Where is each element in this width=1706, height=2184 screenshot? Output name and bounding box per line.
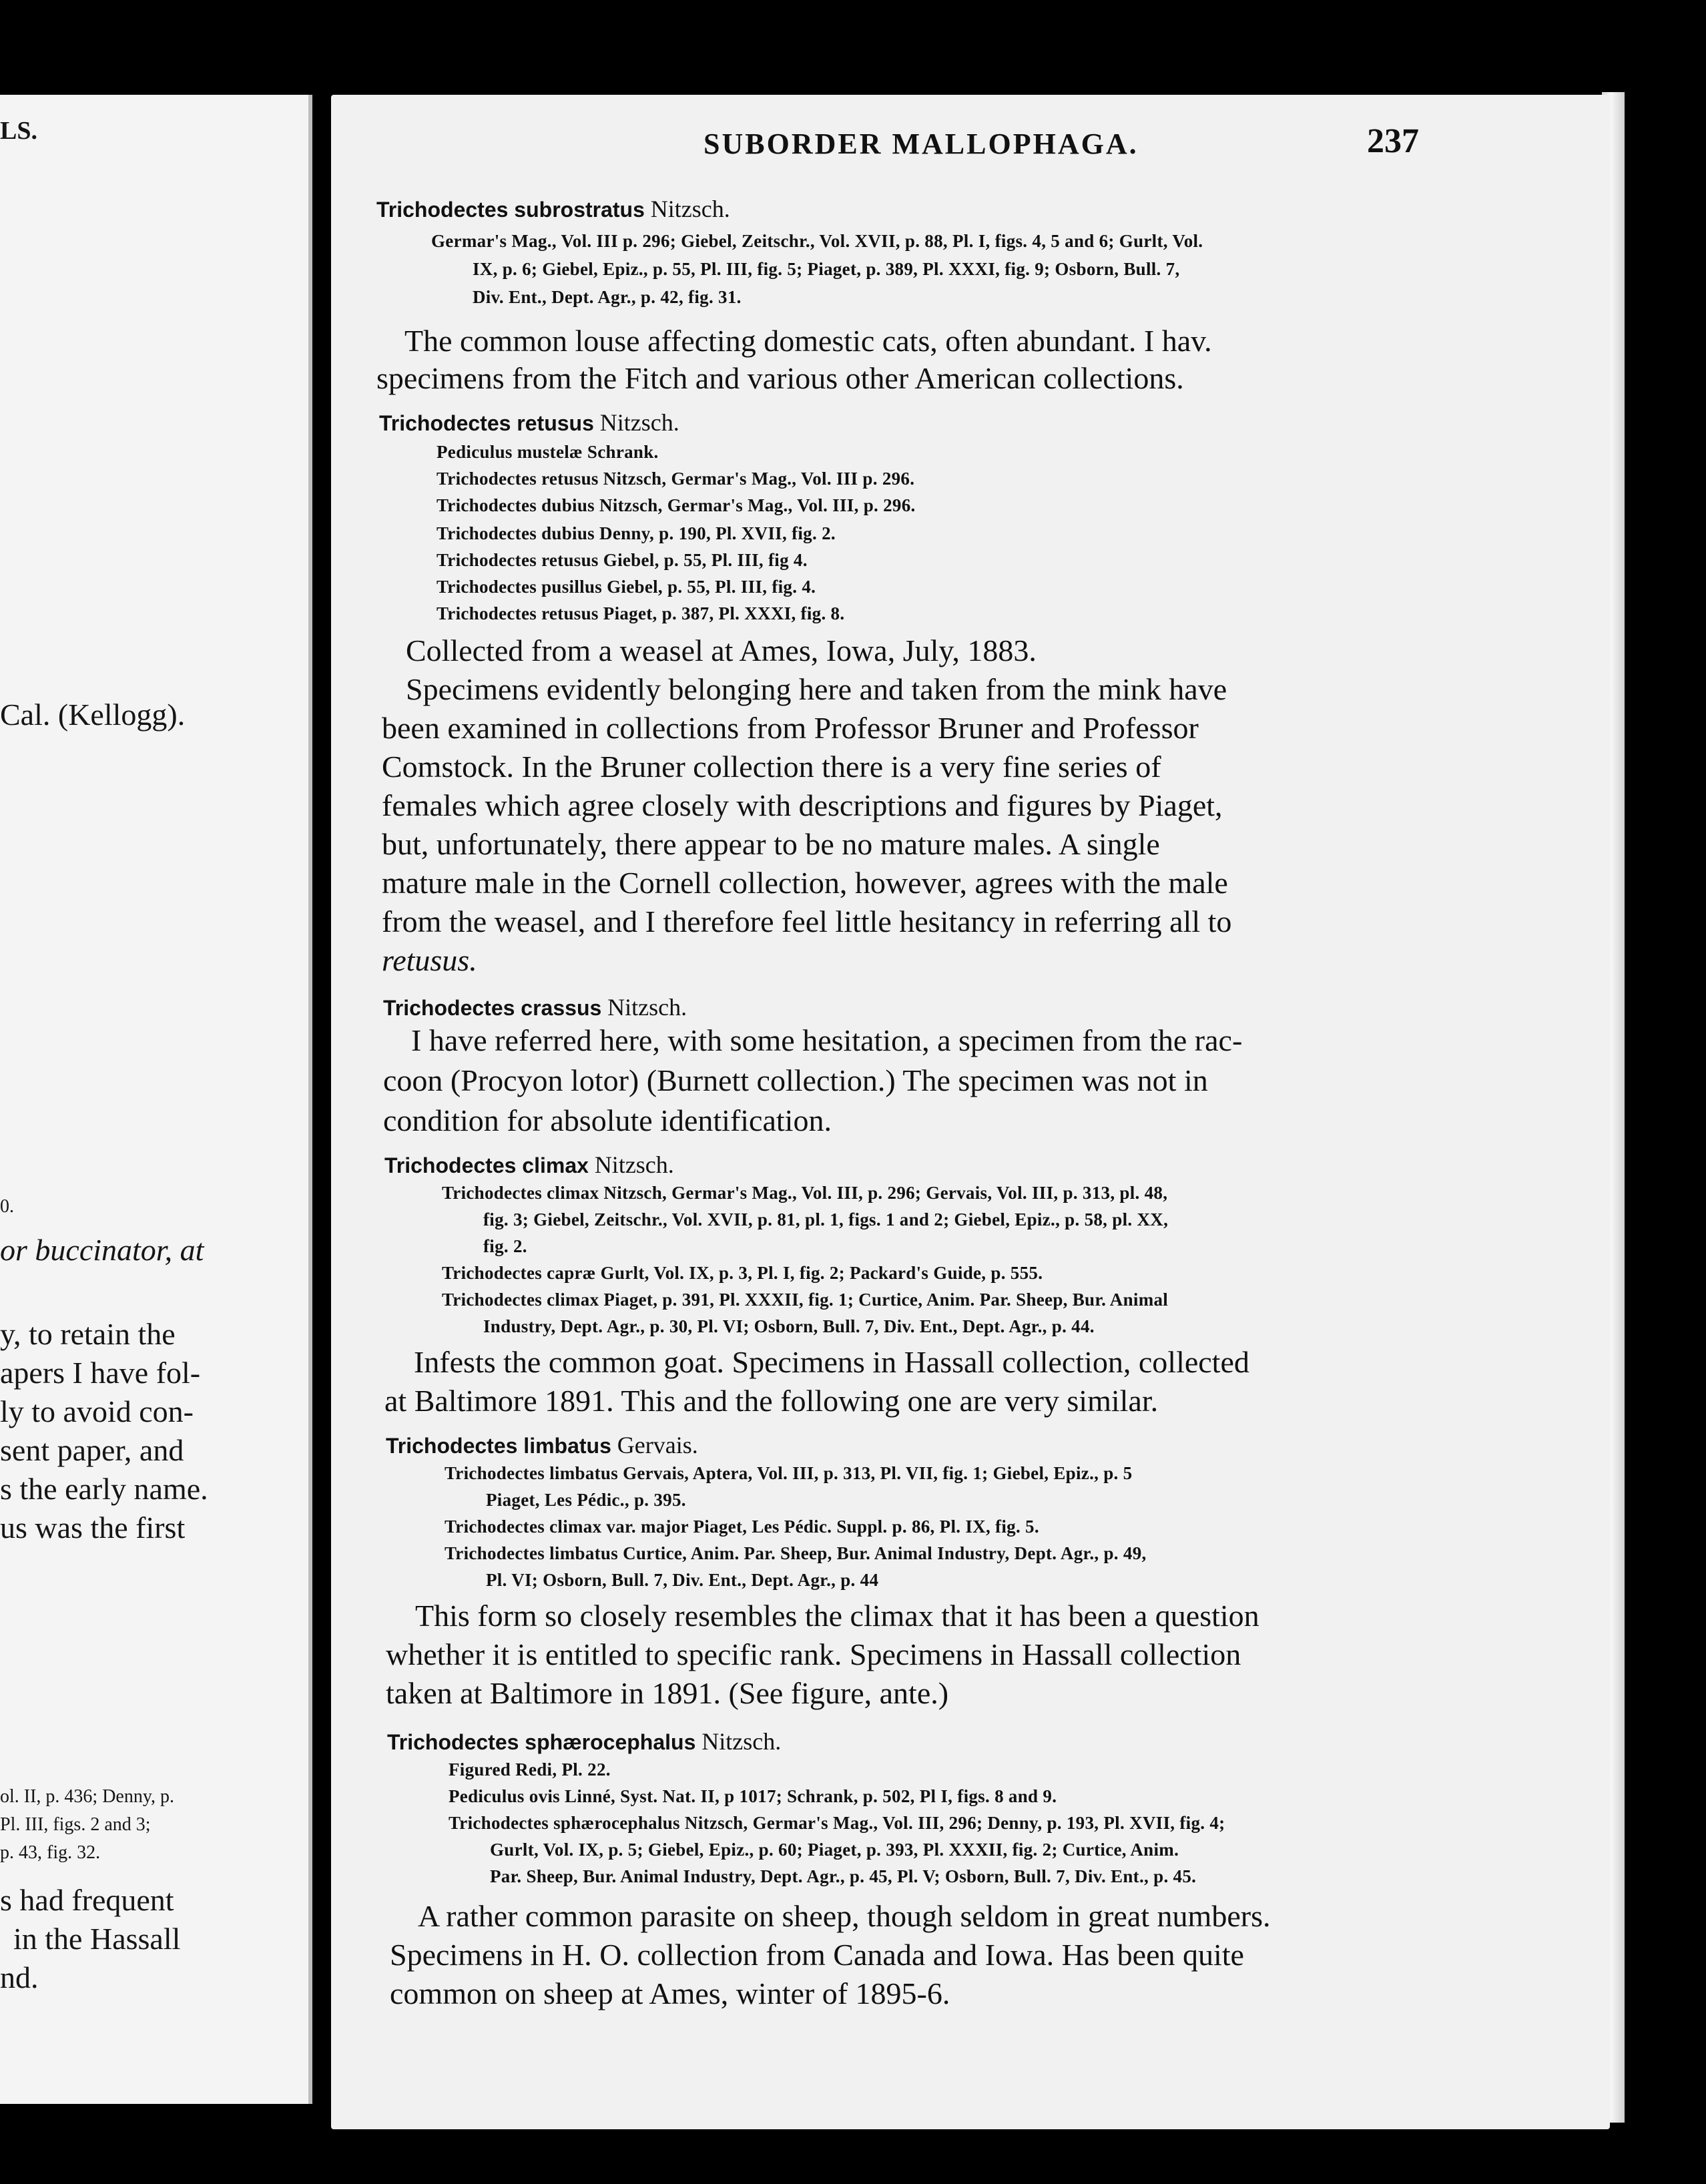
synonymy-line: Gurlt, Vol. IX, p. 5; Giebel, Epiz., p. 60; Piaget, p. 393, Pl. XXXII, fig. 2; Curtice, Anim. (490, 1840, 1179, 1860)
synonymy-line: Trichodectes pusillus Giebel, p. 55, Pl. III, fig. 4. (437, 577, 816, 597)
left-page-line: us was the first (0, 1511, 186, 1545)
body-text-line: Infests the common goat. Specimens in Hassall collection, collected (414, 1345, 1249, 1379)
body-text-line: Specimens in H. O. collection from Canada and Iowa. Has been quite (390, 1938, 1244, 1972)
body-text-line: taken at Baltimore in 1891. (See figure, ante.) (386, 1676, 949, 1710)
body-text-line: coon (Procyon lotor) (Burnett collection.) The specimen was not in (383, 1063, 1208, 1097)
left-page-line: y, to retain the (0, 1317, 176, 1351)
synonymy-line: Pediculus ovis Linné, Syst. Nat. II, p 1017; Schrank, p. 502, Pl I, figs. 8 and 9. (449, 1786, 1057, 1806)
left-page-line: ly to avoid con- (0, 1394, 194, 1428)
species-name: Trichodectes climax (384, 1153, 595, 1177)
body-text-line: but, unfortunately, there appear to be no mature males. A single (382, 827, 1160, 861)
synonymy-line: Figured Redi, Pl. 22. (449, 1759, 611, 1780)
left-page-line: nd. (0, 1960, 39, 1994)
synonymy-line: Pl. VI; Osborn, Bull. 7, Div. Ent., Dept. Agr., p. 44 (486, 1570, 879, 1590)
synonymy-line: Trichodectes sphærocephalus Nitzsch, Germar's Mag., Vol. III, 296; Denny, p. 193, Pl. XVII, fig. 4; (449, 1813, 1225, 1833)
synonymy-line: Trichodectes retusus Piaget, p. 387, Pl. XXXI, fig. 8. (437, 603, 845, 623)
species-name: Trichodectes limbatus (386, 1434, 617, 1458)
body-text-line: from the weasel, and I therefore feel little hesitancy in referring all to (382, 904, 1232, 938)
synonymy-line: Trichodectes retusus Giebel, p. 55, Pl. III, fig 4. (437, 550, 808, 570)
left-page-line: in the Hassall (13, 1922, 181, 1956)
synonymy-line: Trichodectes retusus Nitzsch, Germar's Mag., Vol. III p. 296. (437, 469, 915, 489)
species-author: Nitzsch. (607, 994, 687, 1021)
body-text-line: I have referred here, with some hesitation, a specimen from the rac- (411, 1023, 1243, 1057)
species-heading (376, 195, 730, 223)
synonymy-line: Trichodectes climax var. major Piaget, Les Pédic. Suppl. p. 86, Pl. IX, fig. 5. (445, 1517, 1039, 1537)
right-page (331, 95, 1610, 2129)
left-page-line: 0. (0, 1196, 14, 1217)
species-author: Nitzsch. (594, 1151, 674, 1178)
body-text-line: A rather common parasite on sheep, though seldom in great numbers. (418, 1899, 1271, 1933)
species-author: Nitzsch. (599, 409, 679, 436)
species-name: Trichodectes retusus (379, 411, 600, 435)
synonymy-line: fig. 2. (483, 1236, 527, 1256)
species-author: Gervais. (617, 1432, 698, 1458)
body-text-line: Specimens evidently belonging here and taken from the mink have (406, 672, 1227, 706)
synonymy-line: Industry, Dept. Agr., p. 30, Pl. VI; Osborn, Bull. 7, Div. Ent., Dept. Agr., p. 44. (483, 1316, 1095, 1336)
synonymy-line: Trichodectes dubius Nitzsch, Germar's Mag., Vol. III, p. 296. (437, 495, 916, 515)
species-heading (379, 408, 679, 437)
species-heading (383, 993, 687, 1021)
synonymy-line: Trichodectes dubius Denny, p. 190, Pl. XVII, fig. 2. (437, 523, 836, 543)
species-name: Trichodectes crassus (383, 996, 608, 1020)
species-heading (387, 1727, 781, 1755)
body-text-line: This form so closely resembles the climax that it has been a question (415, 1599, 1259, 1633)
left-page-line: LS. (0, 117, 37, 145)
left-page-line: Pl. III, figs. 2 and 3; (0, 1814, 151, 1835)
running-head: SUBORDER MALLOPHAGA. (703, 127, 1139, 160)
synonymy-line: Trichodectes climax Nitzsch, Germar's Mag., Vol. III, p. 296; Gervais, Vol. III, p. 313, pl. 48, (442, 1183, 1168, 1203)
synonymy-line: fig. 3; Giebel, Zeitschr., Vol. XVII, p. 81, pl. 1, figs. 1 and 2; Giebel, Epiz., p. 58, pl. XX, (483, 1209, 1169, 1230)
synonymy-line: Trichodectes limbatus Gervais, Aptera, Vol. III, p. 313, Pl. VII, fig. 1; Giebel, Epiz., p. 5 (445, 1463, 1133, 1483)
left-page-line: apers I have fol- (0, 1356, 201, 1390)
body-text-line: common on sheep at Ames, winter of 1895-6. (390, 1976, 950, 2010)
left-page-line: s the early name. (0, 1472, 208, 1506)
body-text-line: whether it is entitled to specific rank. Specimens in Hassall collection (386, 1637, 1241, 1671)
synonymy-line: Trichodectes limbatus Curtice, Anim. Par. Sheep, Bur. Animal Industry, Dept. Agr., p. 49, (445, 1543, 1147, 1563)
body-text-line: Comstock. In the Bruner collection there is a very fine series of (382, 750, 1161, 784)
synonymy-line: IX, p. 6; Giebel, Epiz., p. 55, Pl. III, fig. 5; Piaget, p. 389, Pl. XXXI, fig. 9; Osborn, Bull. 7, (473, 259, 1180, 279)
left-page-line: or buccinator, at (0, 1233, 204, 1267)
synonymy-line: Div. Ent., Dept. Agr., p. 42, fig. 31. (473, 287, 742, 307)
body-text-line: retusus. (382, 943, 477, 977)
body-text-line: Collected from a weasel at Ames, Iowa, July, 1883. (406, 633, 1037, 667)
synonymy-line: Trichodectes capræ Gurlt, Vol. IX, p. 3, Pl. I, fig. 2; Packard's Guide, p. 555. (442, 1263, 1043, 1283)
body-text-line: been examined in collections from Professor Bruner and Professor (382, 711, 1199, 745)
left-page-line: sent paper, and (0, 1433, 184, 1467)
body-text-line: at Baltimore 1891. This and the following one are very similar. (384, 1384, 1159, 1418)
species-heading (384, 1151, 674, 1179)
synonymy-line: Piaget, Les Pédic., p. 395. (486, 1490, 686, 1510)
left-page-fragment (0, 95, 312, 2104)
left-page-line: s had frequent (0, 1883, 174, 1917)
left-page-line: ol. II, p. 436; Denny, p. (0, 1786, 175, 1807)
body-text-line: The common louse affecting domestic cats, often abundant. I hav. (404, 324, 1212, 358)
synonymy-line: Pediculus mustelæ Schrank. (437, 442, 659, 462)
species-author: Nitzsch. (701, 1728, 782, 1755)
synonymy-line: Par. Sheep, Bur. Animal Industry, Dept. Agr., p. 45, Pl. V; Osborn, Bull. 7, Div. Ent., p. 45. (490, 1866, 1197, 1886)
body-text-line: condition for absolute identification. (383, 1103, 832, 1137)
body-text-line: females which agree closely with descriptions and figures by Piaget, (382, 788, 1223, 822)
species-author: Nitzsch. (650, 196, 730, 222)
page-number: 237 (1367, 122, 1419, 160)
species-name: Trichodectes subrostratus (376, 198, 651, 222)
species-heading (386, 1431, 698, 1459)
body-text-line: specimens from the Fitch and various other American collections. (376, 361, 1184, 395)
left-page-line: Cal. (Kellogg). (0, 698, 186, 732)
left-page-line: p. 43, fig. 32. (0, 1842, 101, 1863)
synonymy-line: Trichodectes climax Piaget, p. 391, Pl. XXXII, fig. 1; Curtice, Anim. Par. Sheep, Bur. Animal (442, 1290, 1169, 1310)
species-name: Trichodectes sphærocephalus (387, 1730, 702, 1754)
body-text-line: mature male in the Cornell collection, however, agrees with the male (382, 866, 1228, 900)
synonymy-line: Germar's Mag., Vol. III p. 296; Giebel, Zeitschr., Vol. XVII, p. 88, Pl. I, figs. 4, 5 and 6; Gurlt, Vol. (431, 231, 1203, 251)
